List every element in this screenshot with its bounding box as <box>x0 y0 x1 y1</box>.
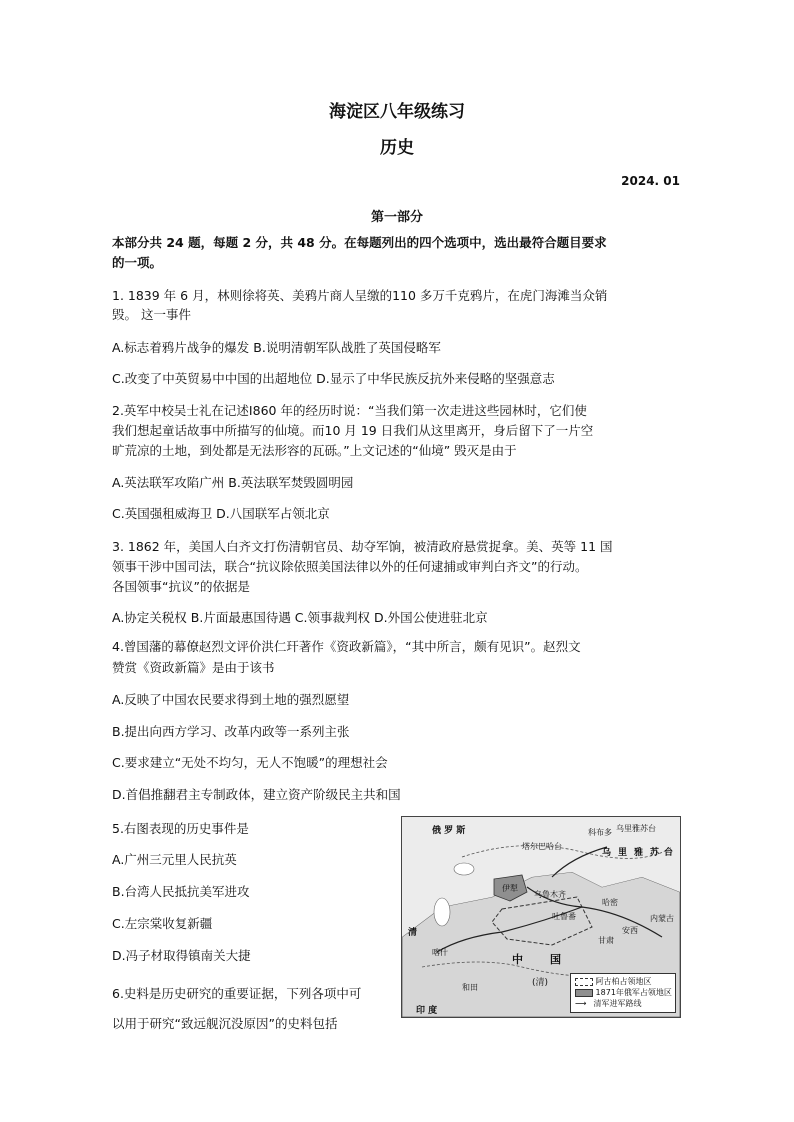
q2-stem-line-2: 我们想起童话故事中所描写的仙境。而10 月 19 日我们从这里离开，身后留下了一片空 <box>112 423 594 438</box>
q6-stem-line-1: 6.史料是历史研究的重要证据，下列各项中可 <box>112 986 362 1001</box>
map-label-urumqi: 乌鲁木齐 <box>534 890 566 899</box>
legend-arrow-icon: ⟶ <box>575 999 587 1008</box>
map-label-yili: 伊犁 <box>502 884 518 893</box>
page-title: 海淀区八年级练习 <box>329 102 465 122</box>
instructions-line-2: 的一项。 <box>112 255 163 270</box>
legend-hatch-swatch <box>575 989 593 997</box>
legend-label-russia-1871: 1871年俄军占领地区 <box>595 988 672 997</box>
map-label-qing-paren: (清) <box>532 978 549 988</box>
q5-stem: 5.右图表现的历史事件是 <box>112 821 249 836</box>
map-lake <box>434 898 450 926</box>
q5-option-c: C.左宗棠收复新疆 <box>112 916 213 931</box>
map-label-kashgar: 喀什 <box>432 948 448 957</box>
q4-option-c: C.要求建立“无处不均匀，无人不饱暖”的理想社会 <box>112 755 388 770</box>
map-label-india: 印 度 <box>416 1006 438 1016</box>
q4-option-d: D.首倡推翻君主专制政体，建立资产阶级民主共和国 <box>112 787 401 802</box>
map-label-tai: 台 <box>664 848 674 858</box>
q3-stem-line-3: 各国领事“抗议”的依据是 <box>112 579 250 594</box>
map-label-russia: 俄 罗 斯 <box>432 826 466 836</box>
legend-label-agubo: 阿古柏占领地区 <box>595 977 652 986</box>
q4-option-a: A.反映了中国农民要求得到土地的强烈愿望 <box>112 692 350 707</box>
map-legend <box>570 973 676 1013</box>
historical-map <box>401 816 681 1018</box>
q1-stem-line-1: 1. 1839 年 6 月，林则徐将英、美鸦片商人呈缴的110 多万千克鸦片，在虎门海滩当众销 <box>112 288 608 303</box>
q2-options-line-1: A.英法联军攻陷广州 B.英法联军焚毁圆明园 <box>112 475 354 490</box>
q3-stem-line-1: 3. 1862 年，美国人白齐文打伤清朝官员、劫夺军饷，被清政府悬赏捉拿。美、英等 11 国 <box>112 539 613 554</box>
q1-options-line-2: C.改变了中英贸易中中国的出超地位 D.显示了中华民族反抗外来侵略的坚强意志 <box>112 371 555 386</box>
map-label-anxi: 安西 <box>622 926 638 935</box>
q1-options-line-1: A.标志着鸦片战争的爆发 B.说明清朝军队战胜了英国侵略军 <box>112 340 441 355</box>
legend-row-russia <box>575 987 672 998</box>
map-label-inner-mongolia: 内蒙古 <box>650 914 674 923</box>
legend-dashed-swatch <box>575 978 593 986</box>
map-label-khotan: 和田 <box>462 983 478 992</box>
q4-option-b: B.提出向西方学习、改革内政等一系列主张 <box>112 724 350 739</box>
map-label-turpan: 吐鲁番 <box>552 912 576 921</box>
q3-stem-line-2: 领事干涉中国司法，联合“抗议除依照美国法律以外的任何逮捕或审判白齐文”的行动。 <box>112 559 588 574</box>
q5-option-b: B.台湾人民抵抗美军进攻 <box>112 884 250 899</box>
map-label-zhong: 中 <box>512 953 523 966</box>
q6-stem-line-2: 以用于研究“致远舰沉没原因”的史料包括 <box>112 1016 338 1031</box>
map-label-li: 里 <box>618 848 628 858</box>
map-label-gansu: 甘肃 <box>598 936 614 945</box>
q2-stem-line-3: 旷荒凉的土地，到处都是无法形容的瓦砾。”上文记述的“仙境” 毁灭是由于 <box>112 443 517 458</box>
map-lake-2 <box>454 863 474 875</box>
exam-date: 2024. 01 <box>621 174 680 188</box>
map-label-hami: 哈密 <box>602 898 618 907</box>
legend-row-route <box>575 998 642 1009</box>
subject-title: 历史 <box>380 138 414 158</box>
map-label-uliastai: 乌里雅苏台 <box>616 824 656 833</box>
map-label-qing: 清 <box>408 928 418 938</box>
q1-stem-line-2: 毁。 这一事件 <box>112 307 191 322</box>
q5-option-a: A.广州三元里人民抗英 <box>112 852 237 867</box>
q2-options-line-2: C.英国强租威海卫 D.八国联军占领北京 <box>112 506 330 521</box>
map-label-su: 苏 <box>650 848 660 858</box>
legend-row-agubo <box>575 976 652 987</box>
map-label-tarbagatai: 塔尔巴哈台 <box>522 842 562 851</box>
q4-stem-line-2: 赞赏《资政新篇》是由于该书 <box>112 660 275 675</box>
map-label-wu: 乌 <box>602 848 612 858</box>
section-heading: 第一部分 <box>370 210 423 225</box>
map-label-guo: 国 <box>550 953 561 966</box>
legend-label-qing-route: 清军进军路线 <box>593 999 642 1008</box>
q4-stem-line-1: 4.曾国藩的幕僚赵烈文评价洪仁玕著作《资政新篇》，“其中所言，颇有见识”。赵烈文 <box>112 639 581 654</box>
map-label-ya: 雅 <box>634 848 644 858</box>
q2-stem-line-1: 2.英军中校吴士礼在记述I860 年的经历时说：“当我们第一次走进这些园林时，它们使 <box>112 403 587 418</box>
map-label-kobdo: 科布多 <box>588 828 612 837</box>
instructions-line-1: 本部分共 24 题，每题 2 分，共 48 分。在每题列出的四个选项中，选出最符合题目要求 <box>112 235 607 250</box>
q5-option-d: D.冯子材取得镇南关大捷 <box>112 948 251 963</box>
q3-options-line-1: A.协定关税权 B.片面最惠国待遇 C.领事裁判权 D.外国公使进驻北京 <box>112 610 488 625</box>
